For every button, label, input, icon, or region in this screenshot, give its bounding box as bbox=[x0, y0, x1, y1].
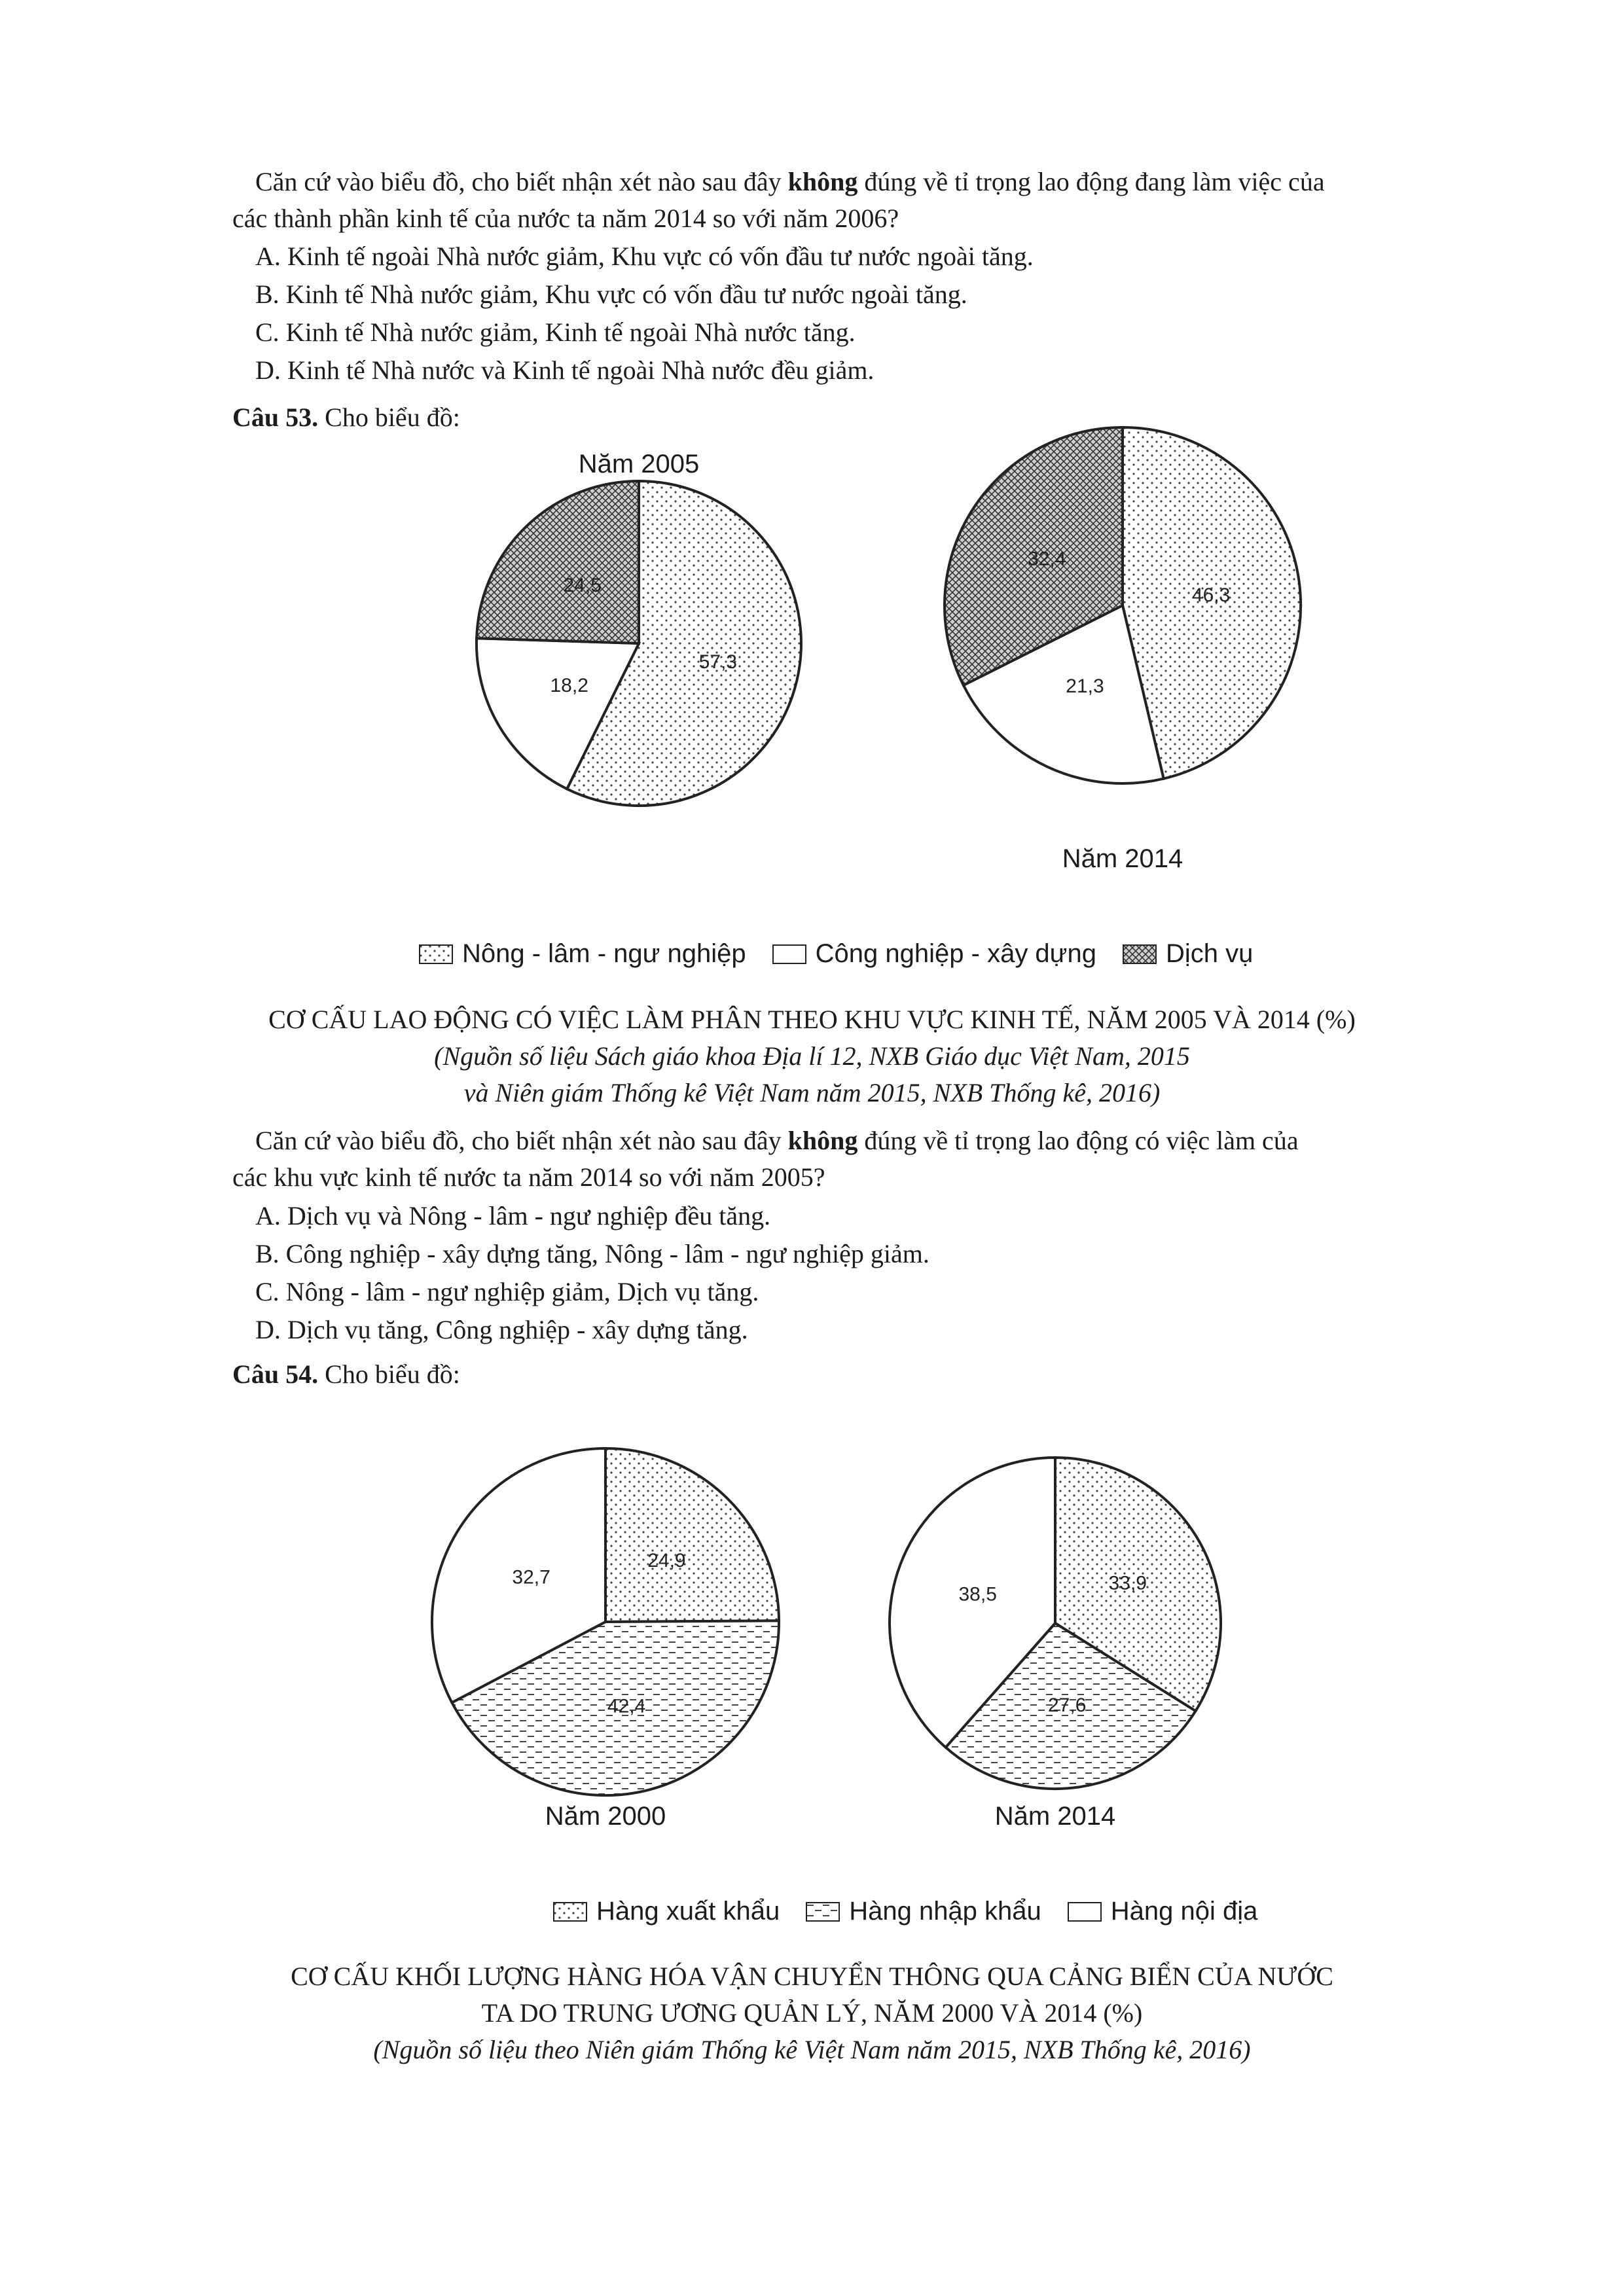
q53-stem-line1: Căn cứ vào biểu đồ, cho biết nhận xét nào sau đây không đúng về tỉ trọng lao động có việc làm của bbox=[255, 1126, 1299, 1155]
legend-swatch-dots bbox=[553, 1902, 587, 1922]
pie-slice-label: 32,4 bbox=[1028, 548, 1066, 570]
q53-legend bbox=[419, 939, 1279, 969]
pie-slice-label: 38,5 bbox=[958, 1583, 997, 1605]
legend-label: Hàng xuất khẩu bbox=[596, 1897, 780, 1926]
legend-swatch-dashes bbox=[806, 1902, 840, 1922]
legend-label: Hàng nội địa bbox=[1110, 1897, 1258, 1926]
legend-swatch-blank bbox=[1068, 1902, 1102, 1922]
legend-item-services bbox=[1123, 939, 1253, 969]
legend-item-domestic bbox=[1068, 1897, 1258, 1926]
chart-title-2014-q54: Năm 2014 bbox=[994, 1802, 1116, 1831]
pie-slice-label: 32,7 bbox=[512, 1566, 550, 1588]
q54-caption-line1: CƠ CẤU KHỐI LƯỢNG HÀNG HÓA VẬN CHUYỂN THÔNG QUA CẢNG BIỂN CỦA NƯỚC bbox=[291, 1962, 1333, 1991]
legend-label: Nông - lâm - ngư nghiệp bbox=[462, 939, 746, 968]
pie-slice-label: 46,3 bbox=[1191, 584, 1231, 607]
legend-item-industry bbox=[772, 939, 1096, 969]
prev-option-c: C. Kinh tế Nhà nước giảm, Kinh tế ngoài Nhà nước tăng. bbox=[255, 317, 856, 347]
pie-slice-label: 18,2 bbox=[550, 674, 588, 696]
chart-title-2005: Năm 2005 bbox=[578, 450, 700, 478]
pie-slice-label: 27,6 bbox=[1048, 1695, 1087, 1717]
pie-slice-label: 33,9 bbox=[1108, 1572, 1147, 1594]
q54-source: (Nguồn số liệu theo Niên giám Thống kê Việt Nam năm 2015, NXB Thống kê, 2016) bbox=[373, 2035, 1251, 2064]
prev-option-b: B. Kinh tế Nhà nước giảm, Khu vực có vốn đầu tư nước ngoài tăng. bbox=[255, 279, 967, 309]
q53-option-a: A. Dịch vụ và Nông - lâm - ngư nghiệp đều tăng. bbox=[255, 1201, 771, 1230]
chart-title-2000: Năm 2000 bbox=[545, 1802, 666, 1831]
legend-item-import bbox=[806, 1897, 1041, 1926]
legend-swatch-blank bbox=[772, 944, 806, 964]
prev-option-d: D. Kinh tế Nhà nước và Kinh tế ngoài Nhà nước đều giảm. bbox=[255, 355, 875, 385]
pie-slice-label: 57,3 bbox=[698, 651, 737, 673]
q53-stem-line2: các khu vực kinh tế nước ta năm 2014 so với năm 2005? bbox=[232, 1162, 825, 1192]
pie-slice-label: 24,5 bbox=[563, 575, 602, 596]
legend-label: Hàng nhập khẩu bbox=[849, 1897, 1041, 1926]
q53-option-d: D. Dịch vụ tăng, Công nghiệp - xây dựng tăng. bbox=[255, 1315, 748, 1344]
legend-swatch-dots bbox=[419, 944, 453, 964]
legend-item-export bbox=[553, 1897, 780, 1926]
pie-slice-label: 24,9 bbox=[647, 1550, 686, 1571]
pie-chart-q54-2014 bbox=[890, 1458, 1221, 1789]
q53-source-line1: (Nguồn số liệu Sách giáo khoa Địa lí 12, NXB Giáo dục Việt Nam, 2015 bbox=[434, 1041, 1190, 1071]
legend-label: Dịch vụ bbox=[1165, 939, 1254, 968]
q53-heading: Câu 53. Cho biểu đồ: bbox=[232, 403, 460, 432]
pie-chart-q53-2014 bbox=[945, 427, 1301, 783]
prev-option-a: A. Kinh tế ngoài Nhà nước giảm, Khu vực có vốn đầu tư nước ngoài tăng. bbox=[255, 242, 1034, 271]
q54-legend bbox=[553, 1897, 1284, 1926]
pie-chart-q54-2000 bbox=[432, 1448, 779, 1795]
legend-swatch-crosshatch bbox=[1123, 944, 1157, 964]
chart-title-2014-q53: Năm 2014 bbox=[1062, 844, 1183, 873]
q53-caption-title: CƠ CẤU LAO ĐỘNG CÓ VIỆC LÀM PHÂN THEO KHU VỰC KINH TẾ, NĂM 2005 VÀ 2014 (%) bbox=[268, 1005, 1356, 1034]
q54-heading: Câu 54. Cho biểu đồ: bbox=[232, 1359, 460, 1389]
legend-item-agriculture bbox=[419, 939, 746, 969]
q54-caption-line2: TA DO TRUNG ƯƠNG QUẢN LÝ, NĂM 2000 VÀ 2014 (%) bbox=[481, 1998, 1143, 2028]
pie-slice-label: 42,4 bbox=[607, 1695, 646, 1717]
q53-option-b: B. Công nghiệp - xây dựng tăng, Nông - lâm - ngư nghiệp giảm. bbox=[255, 1239, 929, 1268]
pie-slice-label: 21,3 bbox=[1066, 675, 1104, 698]
pie-slice-3 bbox=[477, 481, 639, 643]
pie-slice-1 bbox=[605, 1448, 779, 1622]
q53-option-c: C. Nông - lâm - ngư nghiệp giảm, Dịch vụ tăng. bbox=[255, 1277, 759, 1306]
legend-label: Công nghiệp - xây dựng bbox=[815, 939, 1096, 968]
prev-question-stem-line1: Căn cứ vào biểu đồ, cho biết nhận xét nào sau đây không đúng về tỉ trọng lao động đang làm việc của bbox=[255, 167, 1325, 196]
q53-source-line2: và Niên giám Thống kê Việt Nam năm 2015, NXB Thống kê, 2016) bbox=[463, 1078, 1161, 1107]
prev-question-stem-line2: các thành phần kinh tế của nước ta năm 2014 so với năm 2006? bbox=[232, 204, 899, 233]
pie-chart-q53-2005 bbox=[477, 481, 801, 806]
